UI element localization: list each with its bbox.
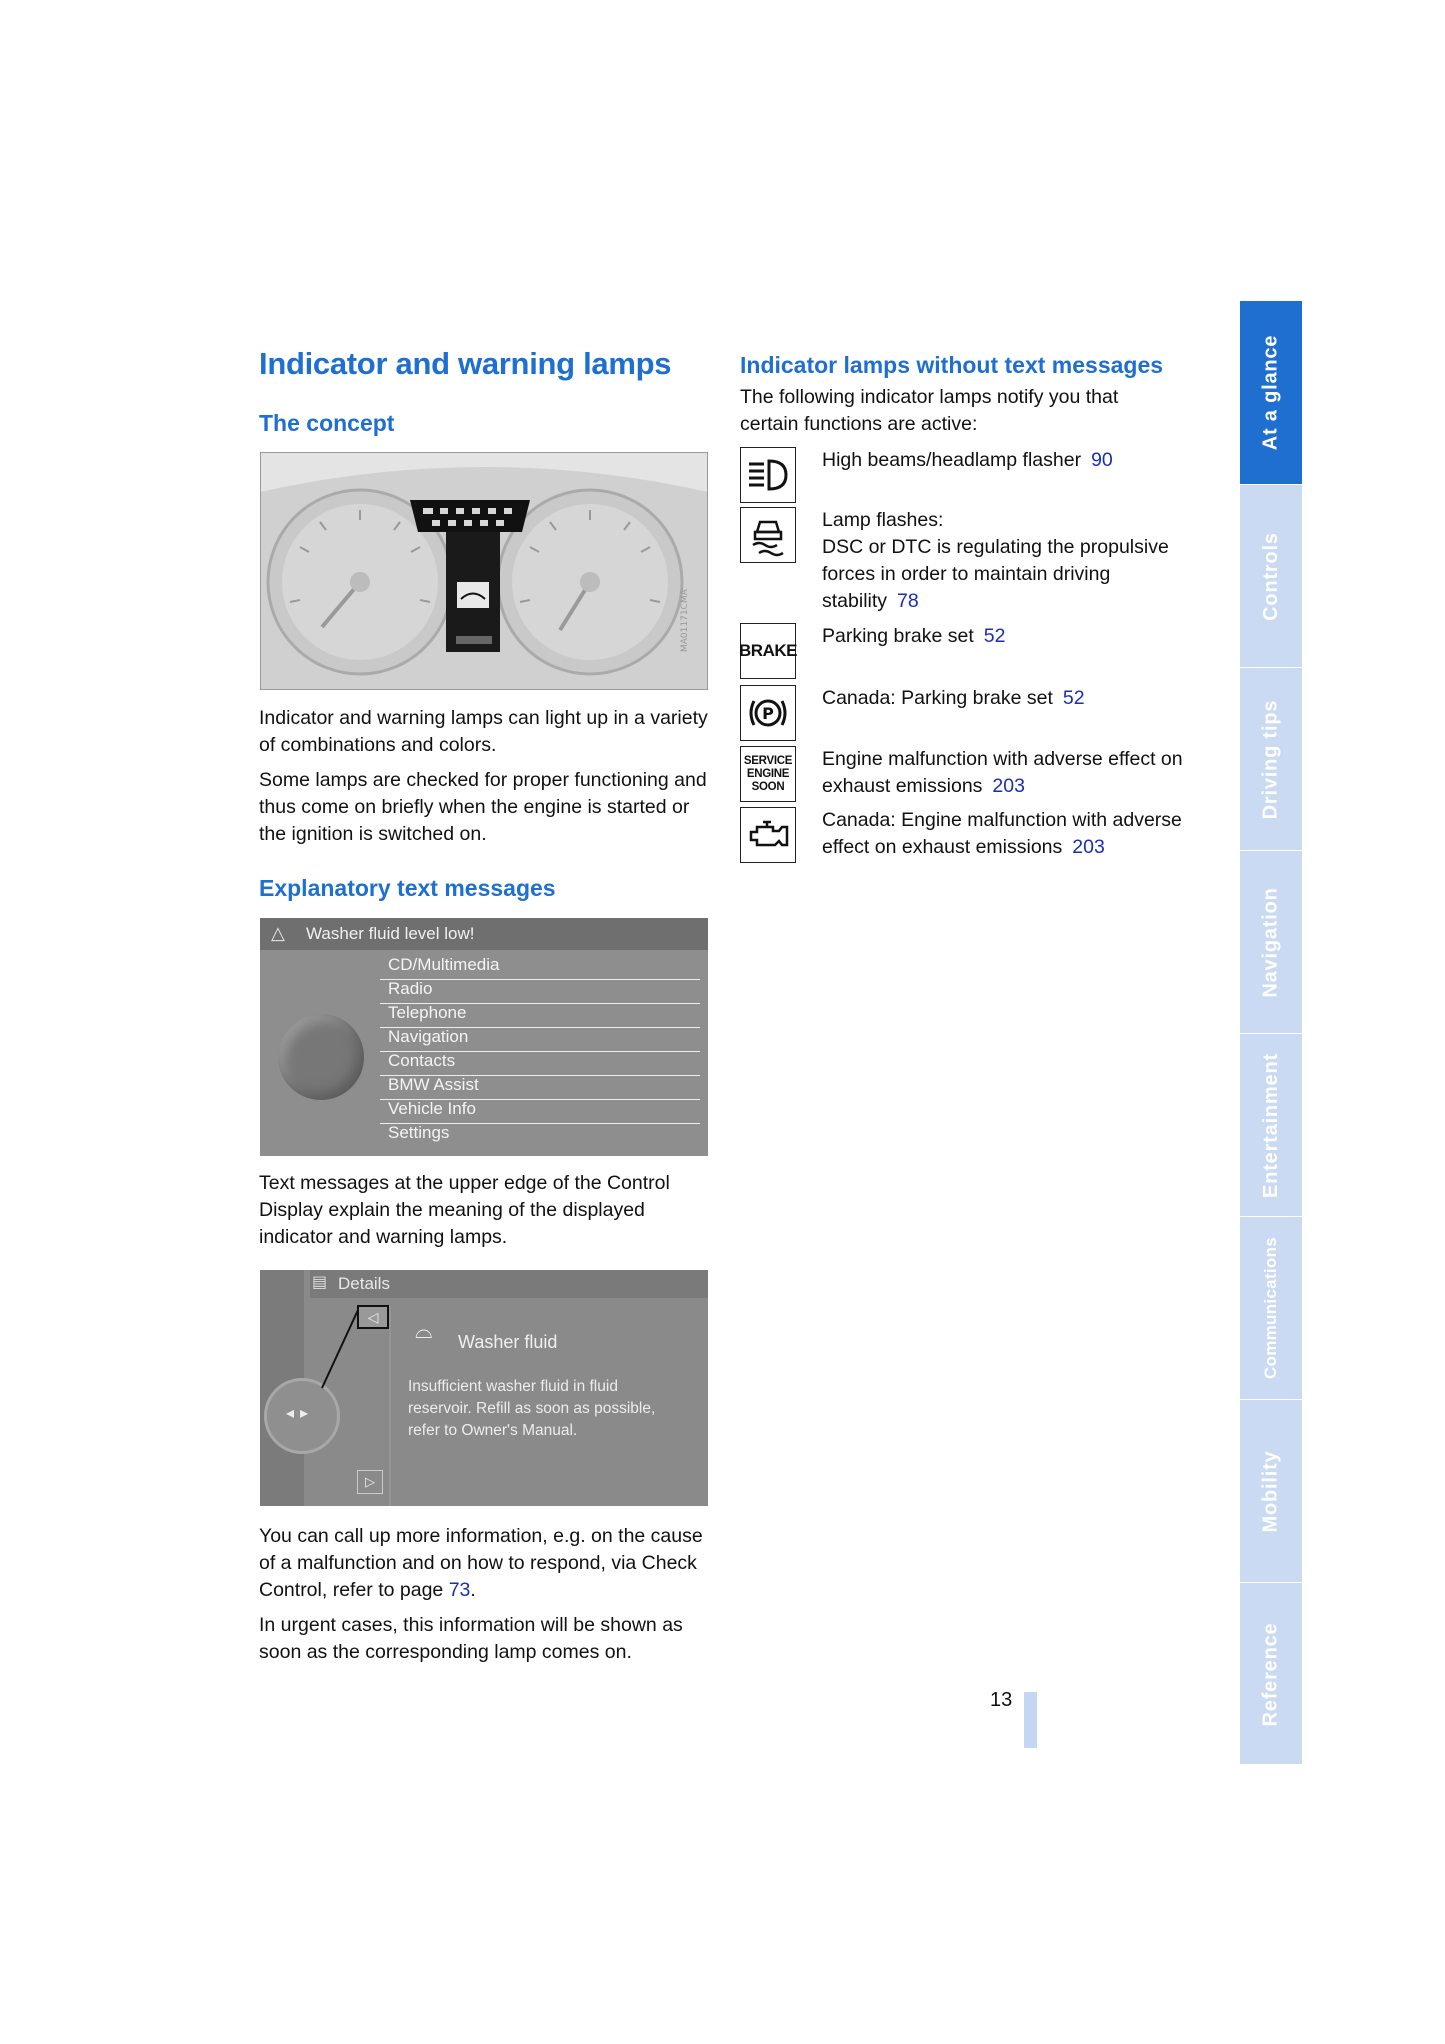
- indicator-item: [740, 746, 1200, 806]
- details-menu-icon: ▤: [312, 1274, 328, 1291]
- back-arrow-icon: ◁: [357, 1305, 389, 1329]
- instrument-cluster-image: [260, 452, 708, 690]
- page-marker: [1024, 1692, 1037, 1748]
- indicator-text: High beams/headlamp flasher: [822, 449, 1082, 471]
- indicator-text: Canada: Parking brake set: [822, 687, 1053, 709]
- indicator-lamps-heading: Indicator lamps without text messages: [740, 352, 1164, 378]
- tab-navigation[interactable]: Navigation: [1240, 850, 1302, 1033]
- service-engine-soon-icon: [740, 746, 796, 802]
- indicator-intro: The following indicator lamps notify you that certain functions are active:: [740, 386, 1119, 435]
- washer-fluid-icon: ⌓: [415, 1318, 433, 1343]
- controller-knob-icon: [278, 1014, 364, 1100]
- tab-entertainment[interactable]: Entertainment: [1240, 1033, 1302, 1216]
- text-messages-paragraph: Text messages at the upper edge of the Control Display explain the meaning of the displayed indicator and warning lamps.: [259, 1172, 670, 1248]
- indicator-text: Engine malfunction with adverse effect on exhaust emissions: [822, 748, 1183, 797]
- indicator-item: [740, 685, 1200, 745]
- concept-heading: The concept: [259, 410, 395, 436]
- menu-item: Radio: [388, 979, 433, 998]
- check-engine-icon: [740, 807, 796, 863]
- more-info-paragraph-1: You can call up more information, e.g. on the cause of a malfunction and on how to respond, via Check Control, refer to page 73.: [259, 1525, 703, 1601]
- brake-icon-label: BRAKE: [739, 641, 797, 660]
- knob-arrows-icon: ◂▸: [286, 1405, 315, 1422]
- tab-driving-tips[interactable]: Driving tips: [1240, 667, 1302, 850]
- page-ref-link[interactable]: 73: [448, 1579, 471, 1601]
- indicator-item: [740, 447, 1200, 507]
- indicator-text: Lamp flashes: DSC or DTC is regulating the propulsive forces in order to maintain driving stability: [822, 509, 1169, 612]
- parking-brake-canada-icon: [740, 685, 796, 741]
- menu-item: Contacts: [388, 1051, 456, 1070]
- concept-paragraph-2: Some lamps are checked for proper functioning and thus come on briefly when the engine is started or the ignition is switched on.: [259, 769, 707, 845]
- page-ref-link[interactable]: 203: [1072, 836, 1105, 858]
- menu-item: Telephone: [388, 1003, 467, 1022]
- more-info-paragraph-2: In urgent cases, this information will be shown as soon as the corresponding lamp comes on.: [259, 1614, 683, 1663]
- page-number: 13: [990, 1689, 1013, 1711]
- forward-arrow-icon: ▷: [357, 1470, 383, 1494]
- details-title: Washer fluid: [458, 1332, 558, 1352]
- indicator-item: [740, 807, 1200, 897]
- explanatory-heading: Explanatory text messages: [259, 875, 556, 901]
- menu-item: Vehicle Info: [388, 1099, 476, 1118]
- high-beam-icon: [740, 447, 796, 503]
- tab-communications[interactable]: Communications: [1240, 1216, 1302, 1399]
- indicator-item: [740, 507, 1200, 622]
- tab-at-a-glance[interactable]: At a glance: [1240, 301, 1302, 484]
- page-ref-link[interactable]: 52: [1062, 687, 1085, 709]
- concept-paragraph-1: Indicator and warning lamps can light up in a variety of combinations and colors.: [259, 707, 708, 756]
- indicator-item: [740, 623, 1200, 683]
- menu-item: BMW Assist: [388, 1075, 479, 1094]
- page-ref-link[interactable]: 78: [897, 590, 919, 612]
- tab-controls[interactable]: Controls: [1240, 484, 1302, 667]
- page-ref-link[interactable]: 52: [983, 625, 1006, 647]
- service-engine-soon-label: SERVICE ENGINE SOON: [743, 754, 793, 793]
- control-display-menu-image: [260, 918, 708, 1156]
- more-info-text: [259, 1523, 719, 1674]
- chapter-sidebar: [1240, 301, 1302, 1764]
- image-code: MA01171CMA: [680, 589, 690, 652]
- menu-item: Navigation: [388, 1027, 469, 1046]
- tab-mobility[interactable]: Mobility: [1240, 1399, 1302, 1582]
- details-screen-image: [260, 1270, 708, 1506]
- page-ref-link[interactable]: 203: [992, 775, 1025, 797]
- tab-reference[interactable]: Reference: [1240, 1582, 1302, 1765]
- details-header-text: Details: [338, 1274, 390, 1293]
- svg-text:P: P: [762, 704, 774, 723]
- indicator-text: Parking brake set: [822, 625, 974, 647]
- concept-text: [259, 705, 719, 856]
- dsc-icon: [740, 507, 796, 563]
- indicator-text: Canada: Engine malfunction with adverse effect on exhaust emissions: [822, 809, 1182, 858]
- details-message: Insufficient washer fluid in fluid reservoir. Refill as soon as possible, refer to Owner's Manual.: [408, 1378, 656, 1439]
- menu-header-text: Washer fluid level low!: [306, 924, 475, 943]
- menu-item: CD/Multimedia: [388, 955, 500, 974]
- brake-icon: [740, 623, 796, 679]
- page-title: Indicator and warning lamps: [259, 346, 672, 381]
- warning-triangle-icon: △: [271, 923, 285, 943]
- menu-item: Settings: [388, 1123, 450, 1142]
- page-ref-link[interactable]: 90: [1091, 449, 1113, 471]
